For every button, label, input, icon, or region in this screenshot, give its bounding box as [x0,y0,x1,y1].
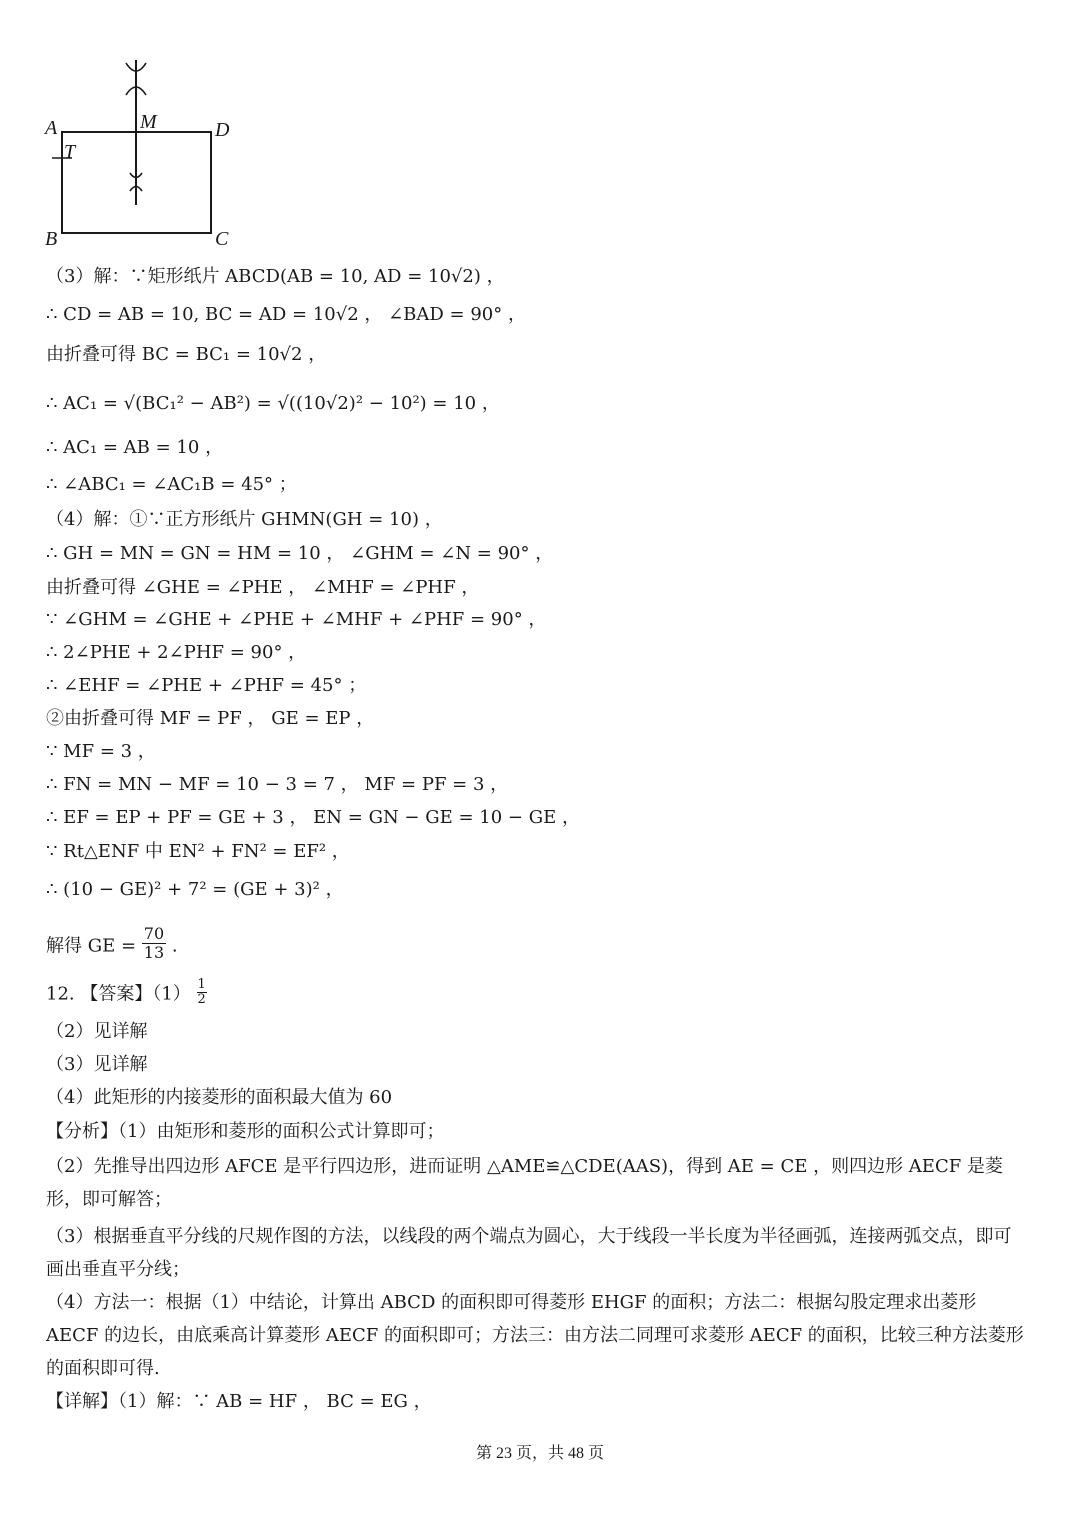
solution-line: ∵ MF = 3 ， [46,741,156,762]
page-footer: 第 23 页，共 48 页 [475,1445,604,1462]
solution-line: ∴ GH = MN = GN = HM = 10 ， ∠GHM = ∠N = 90° ， [46,543,554,564]
solution-line: ∴ ∠ABC₁ = ∠AC₁B = 45° ； [46,474,297,495]
q12-fraction [197,978,207,1007]
solution-line: （4）解：①∵正方形纸片 GHMN(GH = 10) ， [46,509,443,530]
solution-line: （3）解：∵矩形纸片 ABCD(AB = 10, AD = 10√2) ， [46,266,505,287]
q12-answer [46,977,207,1009]
label-m: M [140,111,157,133]
solve-suffix: . [171,935,178,957]
label-c: C [215,228,229,250]
rectangle-figure [40,55,260,255]
fraction-denominator: 13 [143,943,165,962]
answer-line: （4）此矩形的内接菱形的面积最大值为 60 [46,1087,393,1108]
analysis-paragraph: （3）根据垂直平分线的尺规作图的方法，以线段的两个端点为圆心，大于线段一半长度为半径画弧，连接两弧交点，即可画出垂直平分线； [46,1226,1012,1280]
label-a: A [45,117,58,139]
solution-line: ∴ FN = MN − MF = 10 − 3 = 7 ， MF = PF = 3 ， [46,774,509,795]
label-d: D [215,119,230,141]
solution-line: 由折叠可得 BC = BC₁ = 10√2 ， [46,344,327,365]
fraction-numerator: 1 [197,977,206,992]
label-b: B [45,228,58,250]
solve-prefix: 解得 GE = [46,935,142,957]
solve-fraction [142,925,166,962]
solution-line: ∴ ∠EHF = ∠PHE + ∠PHF = 45° ； [46,675,367,696]
answer-line: （3）见详解 [46,1054,148,1075]
analysis-paragraph: （4）方法一：根据（1）中结论，计算出 ABCD 的面积即可得菱形 EHGF 的面积；方法二：根据勾股定理求出菱形 AECF 的边长，由底乘高计算菱形 AECF 的面积即可；方法三：由方法二同理可求菱形 AECF 的面积，比较三种方法菱形的面积即可得. [46,1292,1024,1379]
solve-result [46,924,178,965]
solution-line: ∴ 2∠PHE + 2∠PHF = 90° ， [46,642,307,663]
q12-head: 12. 【答案】（1） [46,983,191,1005]
solution-line: 由折叠可得 ∠GHE = ∠PHE ， ∠MHF = ∠PHF ， [46,577,480,598]
detail-line: 【详解】（1）解：∵ AB = HF ， BC = EG ， [46,1391,432,1412]
solution-line: ∴ EF = EP + PF = GE + 3 ， EN = GN − GE = 10 − GE ， [46,807,580,828]
solution-line: ∴ CD = AB = 10, BC = AD = 10√2 ， ∠BAD = 90° ， [46,304,526,325]
solution-line: ∴ AC₁ = √(BC₁² − AB²) = √((10√2)² − 10²) = 10 ， [46,393,500,414]
analysis-heading: 【分析】（1）由矩形和菱形的面积公式计算即可； [46,1121,445,1142]
analysis-paragraph: （2）先推导出四边形 AFCE 是平行四边形，进而证明 △AME≌△CDE(AAS)，得到 AE = CE ，则四边形 AECF 是菱形，即可解答； [46,1156,1003,1210]
answer-line: （2）见详解 [46,1021,148,1042]
solution-line: ∴ AC₁ = AB = 10 ， [46,437,224,458]
solution-line: ∵ ∠GHM = ∠GHE + ∠PHE + ∠MHF + ∠PHF = 90° ， [46,609,547,630]
fraction-numerator: 70 [143,924,165,943]
solution-line: ∴ (10 − GE)² + 7² = (GE + 3)² ， [46,879,344,900]
solution-line: ②由折叠可得 MF = PF ， GE = EP ， [46,708,375,729]
solution-line: ∵ Rt△ENF 中 EN² + FN² = EF² ， [46,841,350,862]
fraction-denominator: 2 [197,992,206,1007]
label-t: T [64,141,76,163]
